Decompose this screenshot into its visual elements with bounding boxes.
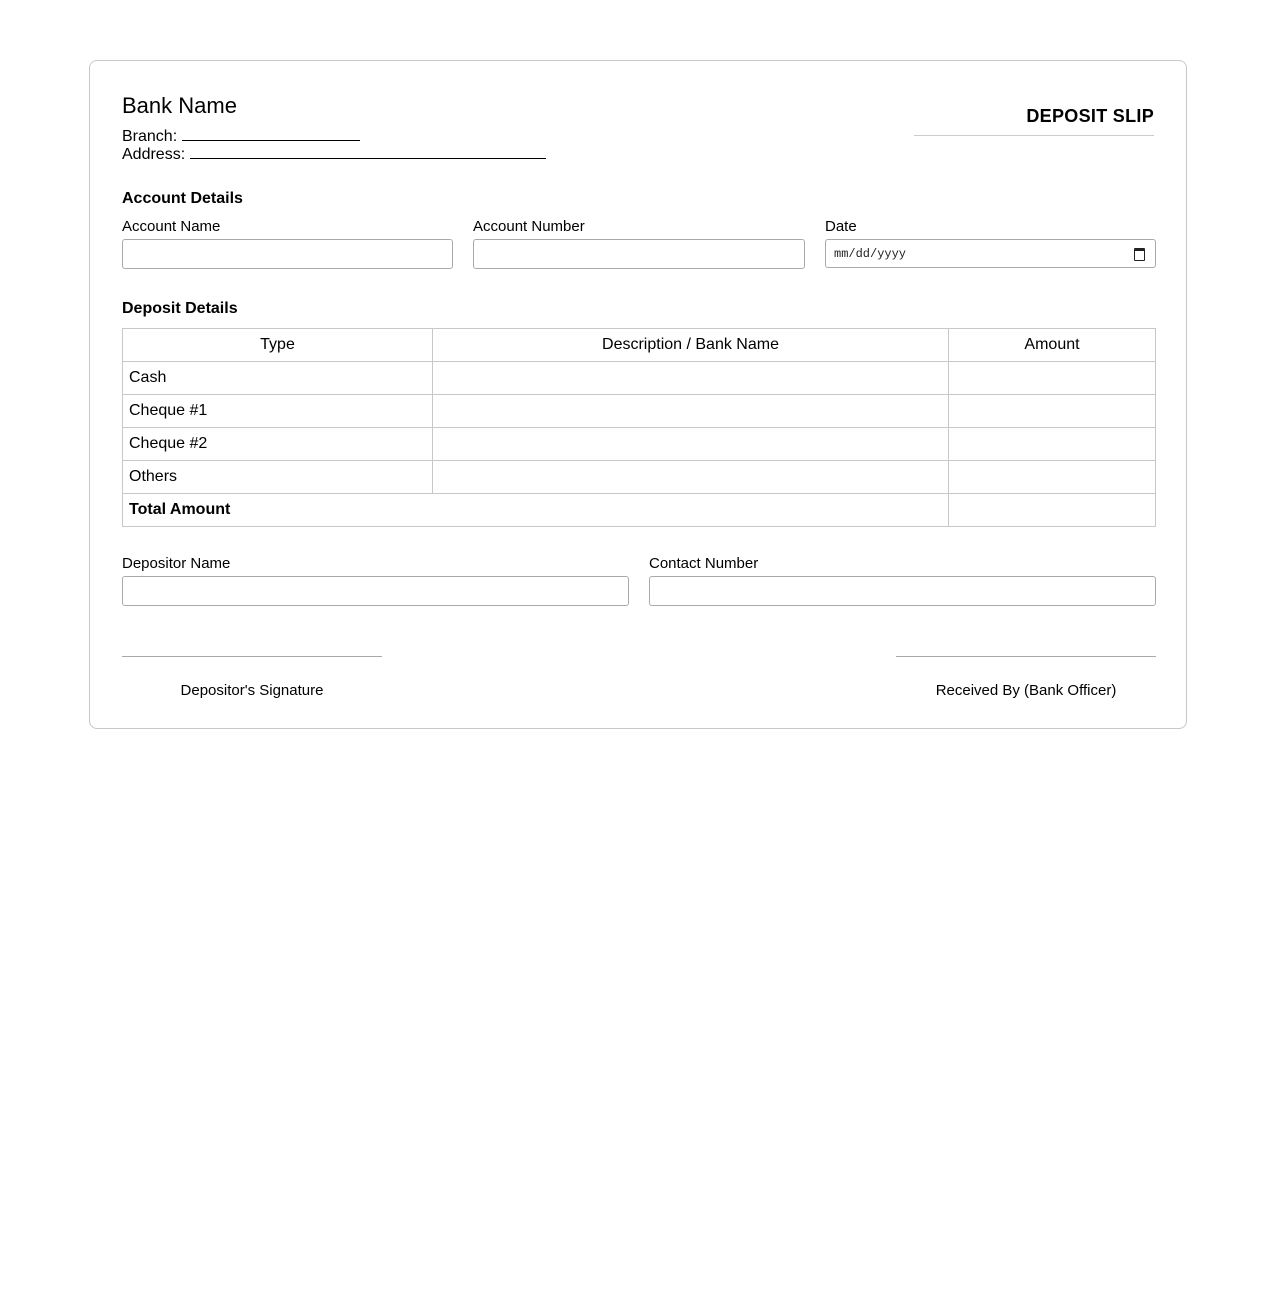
description-cell[interactable]: [433, 461, 949, 494]
branch-label: Branch:: [122, 128, 178, 145]
type-cell: Cheque #1: [123, 395, 433, 428]
title-divider: [914, 135, 1154, 136]
column-header-description: Description / Bank Name: [433, 329, 949, 362]
total-amount-cell[interactable]: [949, 494, 1156, 527]
deposit-details-heading: Deposit Details: [122, 300, 238, 317]
column-header-amount: Amount: [949, 329, 1156, 362]
type-cell: Cash: [123, 362, 433, 395]
contact-number-label: Contact Number: [649, 555, 759, 572]
date-input[interactable]: [825, 239, 1156, 268]
calendar-icon[interactable]: [1134, 248, 1145, 261]
description-cell[interactable]: [433, 362, 949, 395]
officer-signature-line: [896, 656, 1156, 657]
branch-blank: [182, 126, 360, 141]
depositor-name-label: Depositor Name: [122, 555, 231, 572]
table-row: [123, 362, 1156, 395]
table-row: [123, 395, 1156, 428]
branch-line: [122, 126, 360, 146]
account-name-input[interactable]: [122, 239, 453, 269]
amount-cell[interactable]: [949, 461, 1156, 494]
total-row: [123, 494, 1156, 527]
address-blank: [190, 144, 546, 159]
amount-cell[interactable]: [949, 428, 1156, 461]
bank-name: Bank Name: [122, 93, 237, 118]
date-label: Date: [825, 218, 857, 235]
amount-cell[interactable]: [949, 362, 1156, 395]
deposit-table: [122, 328, 1156, 527]
account-number-input[interactable]: [473, 239, 805, 269]
type-cell: Cheque #2: [123, 428, 433, 461]
officer-signature-label: Received By (Bank Officer): [935, 682, 1117, 699]
type-cell: Others: [123, 461, 433, 494]
column-header-type: Type: [123, 329, 433, 362]
table-row: [123, 428, 1156, 461]
table-header-row: [123, 329, 1156, 362]
contact-number-input[interactable]: [649, 576, 1156, 606]
depositor-signature-label: Depositor's Signature: [180, 682, 324, 699]
table-row: [123, 461, 1156, 494]
depositor-name-input[interactable]: [122, 576, 629, 606]
account-name-label: Account Name: [122, 218, 221, 235]
depositor-signature-line: [122, 656, 382, 657]
description-cell[interactable]: [433, 395, 949, 428]
total-amount-label: Total Amount: [123, 494, 949, 527]
deposit-slip-card: [89, 60, 1187, 729]
address-line: [122, 144, 546, 164]
account-details-heading: Account Details: [122, 190, 243, 207]
address-label: Address:: [122, 146, 186, 163]
description-cell[interactable]: [433, 428, 949, 461]
account-number-label: Account Number: [473, 218, 585, 235]
date-placeholder: mm/dd/yyyy: [834, 247, 907, 261]
amount-cell[interactable]: [949, 395, 1156, 428]
slip-title: DEPOSIT SLIP: [1026, 106, 1154, 126]
